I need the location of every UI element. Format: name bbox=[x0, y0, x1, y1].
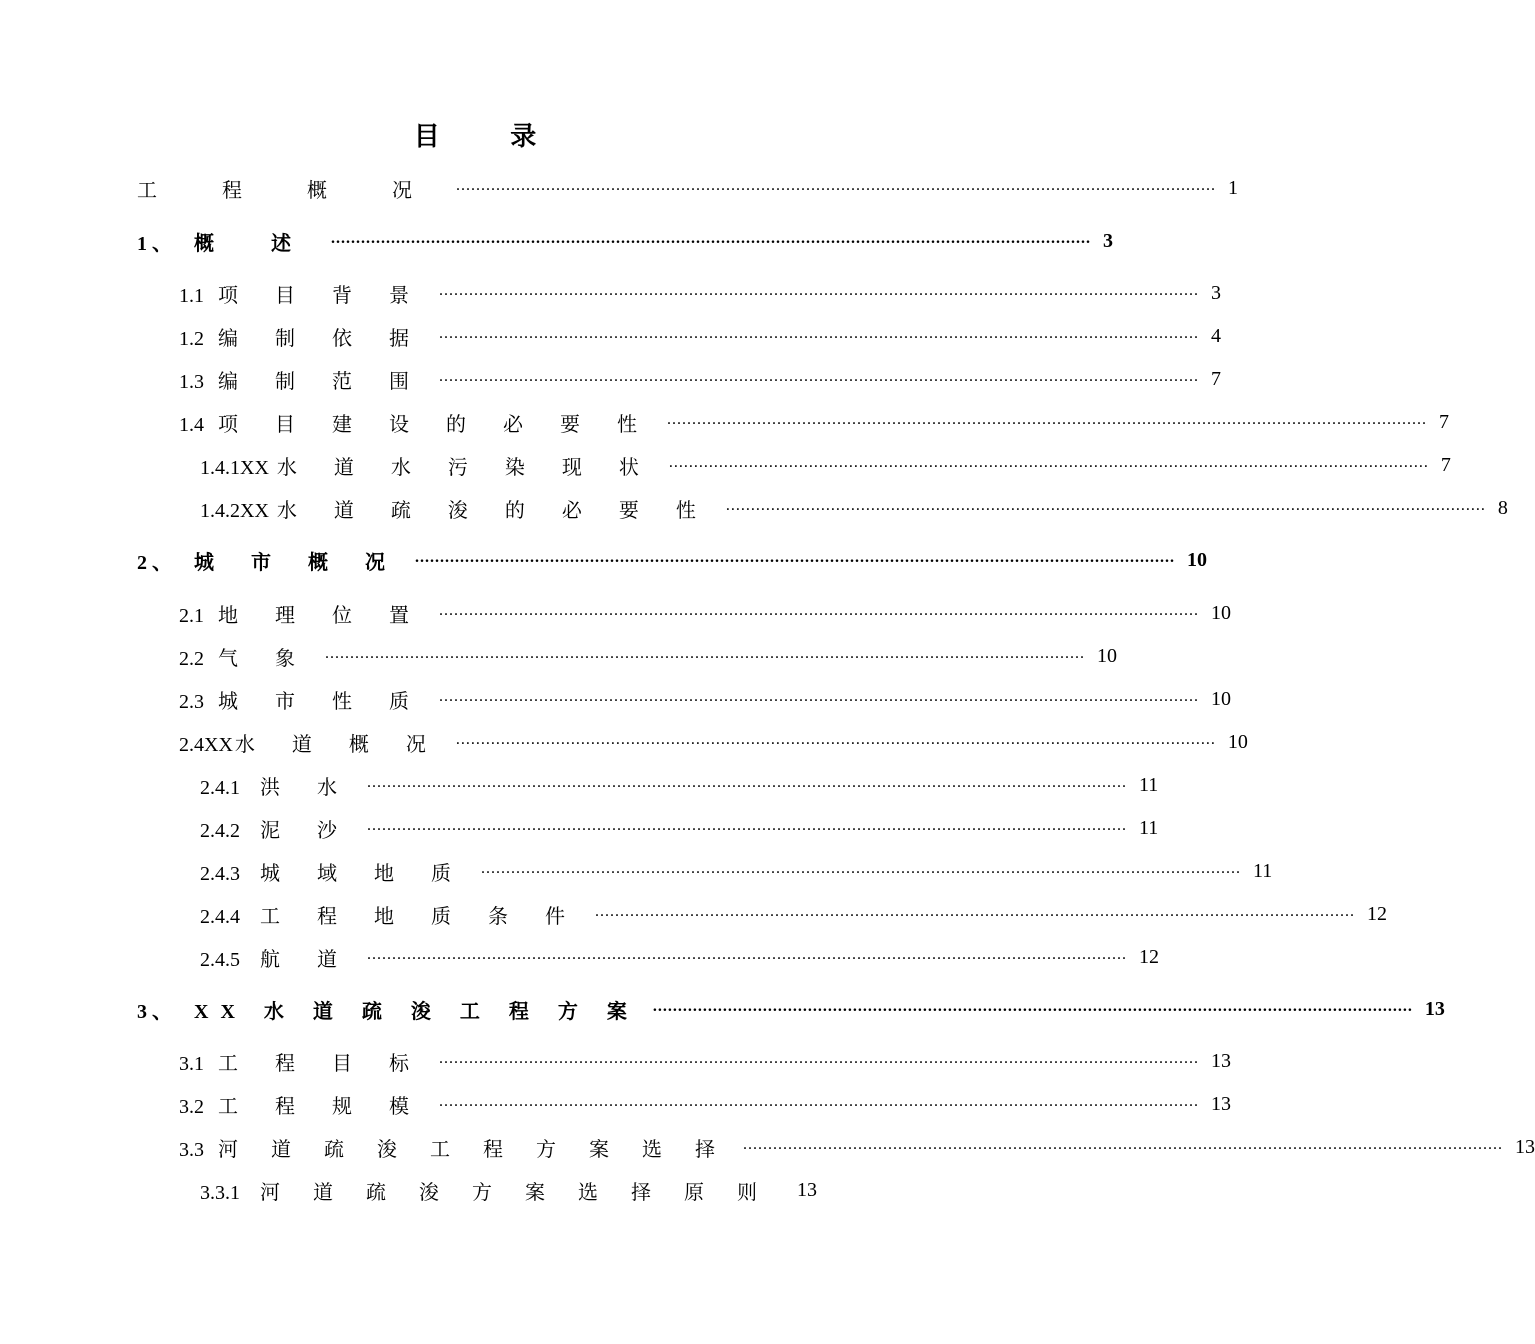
toc-entry-title: 水 道 概 况 bbox=[234, 733, 442, 756]
dot-leader: ........................................................................................................................................................ bbox=[439, 368, 1199, 385]
toc-entry-number: 3.2 bbox=[179, 1095, 204, 1118]
toc-entry-title: 工 程 概 况 bbox=[137, 179, 442, 202]
toc-entry-number: 1.3 bbox=[179, 370, 204, 393]
toc-entry-number: 3.3 bbox=[179, 1138, 204, 1161]
toc-entry-title: 河 道 疏 浚 方 案 选 择 原 则 bbox=[260, 1181, 771, 1204]
dot-leader: ........................................................................................................................................................ bbox=[325, 645, 1085, 662]
toc-entry[interactable] bbox=[179, 727, 1248, 757]
toc-entry[interactable] bbox=[179, 407, 1449, 437]
toc-page-number: 7 bbox=[1211, 367, 1221, 390]
toc-entry[interactable] bbox=[200, 770, 1159, 800]
toc-entry[interactable] bbox=[200, 899, 1387, 929]
toc-entry-title: 城 市 概 况 bbox=[194, 551, 401, 574]
toc-page-number: 11 bbox=[1139, 816, 1159, 839]
dot-leader: ........................................................................................................................................................ bbox=[481, 860, 1241, 877]
toc-entry[interactable] bbox=[137, 994, 1445, 1024]
toc-entry-title: XX 水 道 疏 浚 工 程 方 案 bbox=[194, 1000, 639, 1023]
toc-page-number: 13 bbox=[1211, 1049, 1231, 1072]
toc-entry-title: 水 道 疏 浚 的 必 要 性 bbox=[276, 499, 712, 522]
toc-entry-number: 2.2 bbox=[179, 647, 204, 670]
toc-entry[interactable] bbox=[200, 856, 1273, 886]
toc-entry-title: 工 程 目 标 bbox=[218, 1052, 425, 1075]
toc-entry[interactable] bbox=[179, 641, 1117, 671]
toc-page-number: 3 bbox=[1103, 229, 1113, 252]
toc-entry[interactable] bbox=[179, 364, 1221, 394]
dot-leader: ........................................................................................................................................................ bbox=[367, 817, 1127, 834]
toc-page-number: 7 bbox=[1439, 410, 1449, 433]
dot-leader: ........................................................................................................................................................ bbox=[439, 602, 1199, 619]
toc-entry-number: 2.4.1 bbox=[200, 776, 240, 799]
toc-entry[interactable] bbox=[200, 813, 1159, 843]
toc-entry-title: 工 程 规 模 bbox=[218, 1095, 425, 1118]
toc-page-number: 12 bbox=[1367, 902, 1387, 925]
toc-entry[interactable] bbox=[179, 278, 1221, 308]
dot-leader: ........................................................................................................................................................ bbox=[668, 454, 1429, 471]
toc-entry-title: 地 理 位 置 bbox=[218, 604, 425, 627]
toc-page-number: 12 bbox=[1139, 945, 1159, 968]
toc-page-number: 11 bbox=[1253, 859, 1273, 882]
toc-entry[interactable] bbox=[179, 321, 1221, 351]
toc-entry[interactable] bbox=[200, 450, 1451, 480]
toc-entry[interactable] bbox=[179, 684, 1231, 714]
toc-entry[interactable] bbox=[200, 493, 1508, 523]
dot-leader: ........................................................................................................................................................ bbox=[439, 1093, 1199, 1110]
dot-leader: ........................................................................................................................................................ bbox=[439, 282, 1199, 299]
toc-entry-number: 3.1 bbox=[179, 1052, 204, 1075]
toc-entry-number: 1.4.2XX bbox=[200, 499, 269, 522]
toc-entry[interactable] bbox=[179, 1046, 1231, 1076]
toc-entry-number: 2 、 bbox=[137, 551, 172, 574]
toc-page-number: 8 bbox=[1497, 496, 1508, 519]
toc-entry-number: 1.4.1XX bbox=[200, 456, 269, 479]
toc-entry-title: 工 程 地 质 条 件 bbox=[260, 905, 581, 928]
toc-entry-title: 河 道 疏 浚 工 程 方 案 选 择 bbox=[218, 1138, 729, 1161]
toc-page-number: 13 bbox=[1515, 1135, 1535, 1158]
toc-entry-number: 1 、 bbox=[137, 232, 172, 255]
dot-leader: ........................................................................................................................................................ bbox=[415, 549, 1175, 566]
toc-title: 目 录 bbox=[413, 122, 569, 151]
dot-leader: ........................................................................................................................................................ bbox=[367, 774, 1127, 791]
dot-leader: ........................................................................................................................................................ bbox=[331, 230, 1091, 247]
toc-entry[interactable] bbox=[179, 598, 1231, 628]
dot-leader: ........................................................................................................................................................ bbox=[439, 325, 1199, 342]
toc-entry-title: 洪 水 bbox=[260, 776, 353, 799]
dot-leader: ........................................................................................................................................................ bbox=[667, 411, 1427, 428]
toc-entry-number: 2.4XX bbox=[179, 733, 233, 756]
toc-entry[interactable] bbox=[179, 1089, 1231, 1119]
toc-entry-title: 城 域 地 质 bbox=[260, 862, 467, 885]
toc-page-number: 13 bbox=[1424, 997, 1445, 1020]
toc-entry-number: 3.3.1 bbox=[200, 1181, 240, 1204]
toc-page-number: 10 bbox=[1187, 548, 1207, 571]
toc-entry-title: 航 道 bbox=[260, 948, 353, 971]
toc-entry-number: 2.3 bbox=[179, 690, 204, 713]
toc-page-number: 11 bbox=[1139, 773, 1159, 796]
toc-page-number: 1 bbox=[1228, 176, 1238, 199]
toc-page-number: 10 bbox=[1211, 687, 1231, 710]
dot-leader: ........................................................................................................................................................ bbox=[595, 903, 1355, 920]
toc-entry-number: 2.4.3 bbox=[200, 862, 240, 885]
toc-entry-number: 3 、 bbox=[137, 1000, 172, 1023]
toc-entry[interactable] bbox=[137, 545, 1207, 575]
toc-entry-number: 2.4.4 bbox=[200, 905, 240, 928]
toc-entry[interactable] bbox=[200, 942, 1159, 972]
dot-leader: ........................................................................................................................................................ bbox=[455, 731, 1216, 748]
toc-entry-title: 水 道 水 污 染 现 状 bbox=[276, 456, 655, 479]
toc-entry-title: 编 制 依 据 bbox=[218, 327, 425, 350]
toc-entry-title: 泥 沙 bbox=[260, 819, 353, 842]
dot-leader: ........................................................................................................................................................ bbox=[439, 688, 1199, 705]
dot-leader: ........................................................................................................................................................ bbox=[456, 177, 1216, 194]
toc-page-number: 10 bbox=[1211, 601, 1231, 624]
toc-entry[interactable] bbox=[200, 1175, 817, 1205]
toc-entry-title: 项 目 背 景 bbox=[218, 284, 425, 307]
toc-entry-number: 1.1 bbox=[179, 284, 204, 307]
toc-entry-title: 概 述 bbox=[194, 232, 317, 255]
dot-leader: ........................................................................................................................................................ bbox=[439, 1050, 1199, 1067]
toc-page-number: 4 bbox=[1211, 324, 1221, 347]
toc-page-number: 3 bbox=[1211, 281, 1221, 304]
toc-entry-number: 1.4 bbox=[179, 413, 204, 436]
dot-leader: ........................................................................................................................................................ bbox=[725, 497, 1486, 514]
toc-entry-title: 城 市 性 质 bbox=[218, 690, 425, 713]
toc-entry-number: 2.4.5 bbox=[200, 948, 240, 971]
toc-entry-number: 1.2 bbox=[179, 327, 204, 350]
dot-leader: ........................................................................................................................................................ bbox=[652, 998, 1413, 1015]
toc-entry[interactable] bbox=[137, 226, 1113, 256]
toc-entry-title: 气 象 bbox=[218, 647, 311, 670]
toc-page-number: 10 bbox=[1227, 730, 1248, 753]
toc-entry[interactable] bbox=[179, 1132, 1535, 1162]
dot-leader: ........................................................................................................................................................ bbox=[743, 1136, 1503, 1153]
toc-entry-title: 编 制 范 围 bbox=[218, 370, 425, 393]
toc-page-number: 7 bbox=[1440, 453, 1451, 476]
toc-page-number: 13 bbox=[797, 1178, 817, 1201]
toc-entry-title: 项 目 建 设 的 必 要 性 bbox=[218, 413, 653, 436]
toc-page-number: 10 bbox=[1097, 644, 1117, 667]
dot-leader: ........................................................................................................................................................ bbox=[367, 946, 1127, 963]
toc-page-number: 13 bbox=[1211, 1092, 1231, 1115]
toc-entry-number: 2.1 bbox=[179, 604, 204, 627]
toc-entry-number: 2.4.2 bbox=[200, 819, 240, 842]
toc-entry[interactable] bbox=[137, 173, 1238, 203]
